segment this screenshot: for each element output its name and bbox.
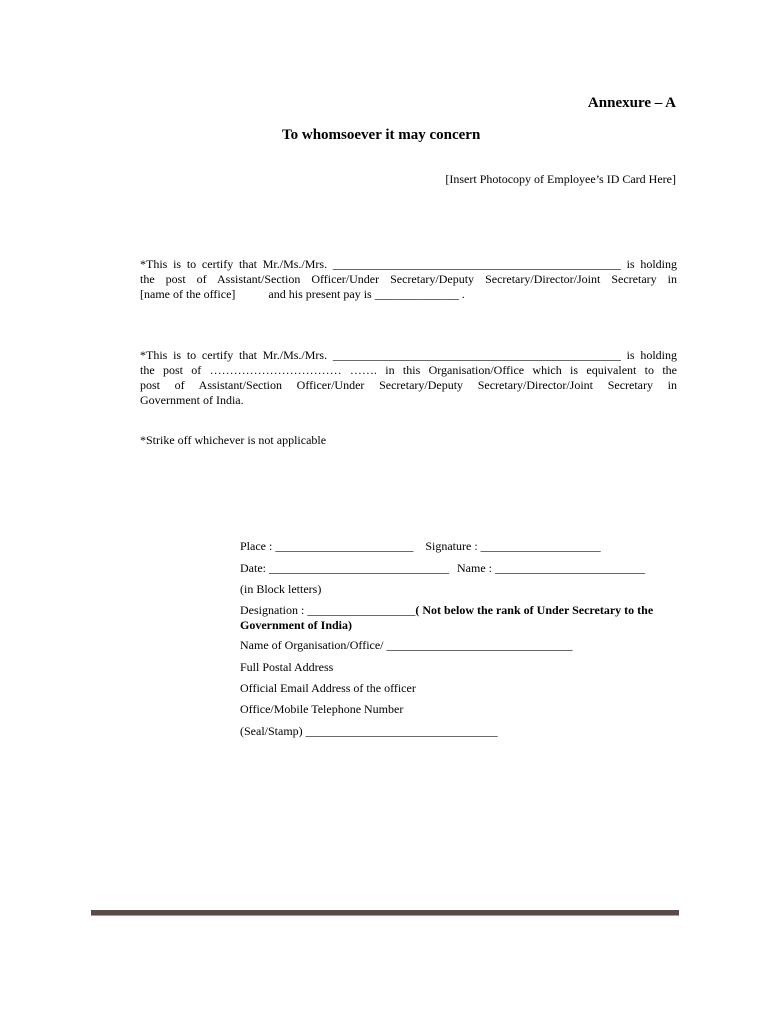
designation-rank-note: ( Not below the rank of Under Secretary to the bbox=[415, 603, 654, 617]
email-address-label: Official Email Address of the officer bbox=[240, 681, 416, 695]
annexure-label: Annexure – A bbox=[587, 95, 676, 111]
para2-line-1: *This is to certify that Mr./Ms./Mrs. ________________________________________________ is holding bbox=[140, 348, 677, 362]
document-heading: To whomsoever it may concern bbox=[282, 127, 481, 143]
certification-paragraph-2 bbox=[140, 348, 677, 408]
organisation-field: Name of Organisation/Office/ _______________________________ bbox=[240, 638, 573, 652]
para1-line-1: *This is to certify that Mr./Ms./Mrs. ________________________________________________ is holding bbox=[140, 257, 677, 271]
para2-line-2: the post of …………………………… ……. in this Organisation/Office which is equivalent to the bbox=[140, 363, 677, 377]
id-card-placeholder: [Insert Photocopy of Employee’s ID Card Here] bbox=[445, 172, 676, 186]
place-signature-row bbox=[240, 539, 680, 554]
para1-line-2: the post of Assistant/Section Officer/Under Secretary/Deputy Secretary/Director/Joint Secretary in bbox=[140, 272, 677, 286]
designation-field: Designation : __________________ bbox=[240, 603, 416, 617]
date-name-row bbox=[240, 561, 680, 576]
footer-divider bbox=[91, 910, 679, 916]
date-field: Date: ______________________________ bbox=[240, 561, 449, 575]
present-pay-field: and his present pay is ______________ . bbox=[268, 287, 465, 301]
para1-line-3 bbox=[140, 287, 677, 302]
seal-stamp-field: (Seal/Stamp) ________________________________ bbox=[240, 724, 498, 738]
postal-address-label: Full Postal Address bbox=[240, 660, 334, 674]
signature-field: Signature : ____________________ bbox=[425, 539, 601, 553]
name-field: Name : _________________________ bbox=[457, 561, 645, 575]
certification-paragraph-1 bbox=[140, 257, 677, 302]
designation-rank-note-cont: Government of India) bbox=[240, 618, 352, 632]
telephone-label: Office/Mobile Telephone Number bbox=[240, 702, 404, 716]
block-letters-note: (in Block letters) bbox=[240, 582, 322, 596]
para2-line-4: Government of India. bbox=[140, 393, 244, 407]
place-field: Place : _______________________ bbox=[240, 539, 414, 553]
designation-row bbox=[240, 603, 680, 633]
office-name-placeholder: [name of the office] bbox=[140, 287, 236, 301]
para2-line-3: post of Assistant/Section Officer/Under Secretary/Deputy Secretary/Director/Joint Secretary in bbox=[140, 378, 677, 392]
strike-off-note: *Strike off whichever is not applicable bbox=[140, 433, 327, 447]
